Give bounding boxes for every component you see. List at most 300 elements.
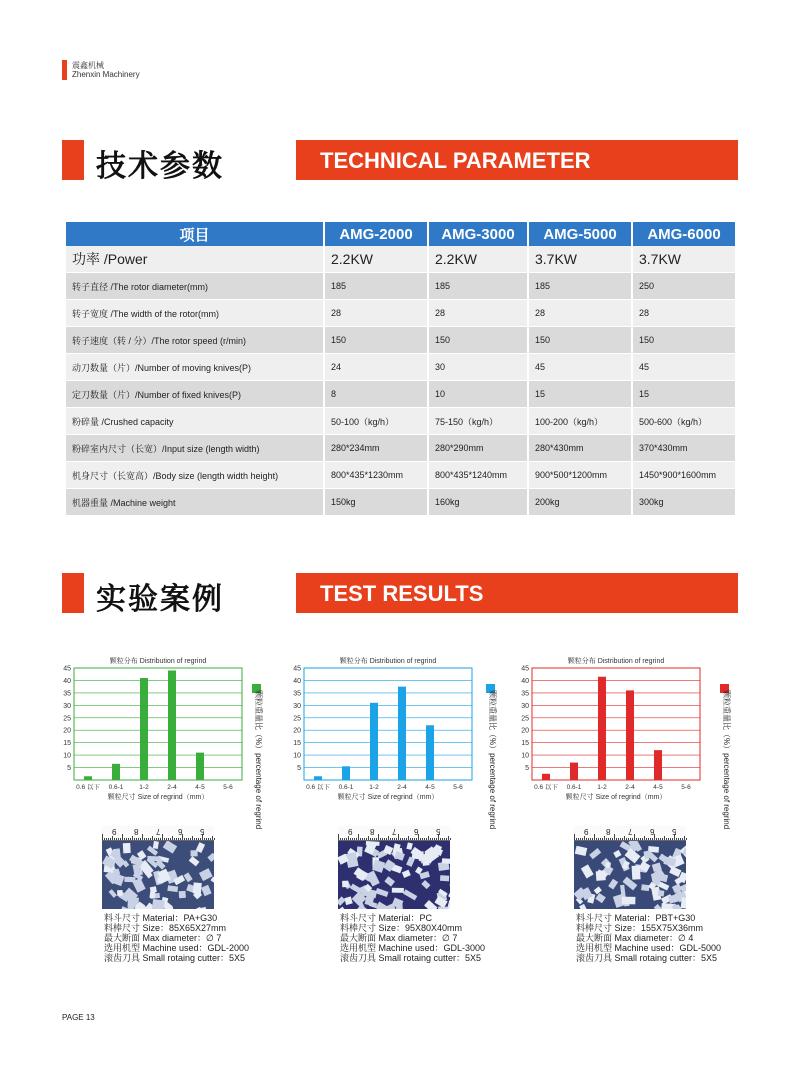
x-tick-label: 0.6-1: [566, 784, 582, 791]
pellet: [123, 843, 131, 853]
bar: [598, 677, 606, 780]
bar: [426, 725, 434, 780]
ruler-tick: [448, 836, 449, 840]
section-banner-test-results: [62, 573, 738, 617]
ruler-tick: [574, 834, 575, 840]
ruler-tick: [344, 838, 345, 840]
y-tick-label: 15: [521, 740, 529, 748]
ruler-tick: [172, 836, 173, 840]
parameter-value: 185: [428, 273, 528, 300]
ruler-tick: [192, 836, 193, 840]
ruler-tick: [434, 838, 435, 840]
parameter-value: 200kg: [528, 489, 632, 516]
ruler-tick: [388, 836, 389, 840]
x-tick-label: 0.6-1: [108, 784, 124, 791]
ruler-tick: [156, 838, 157, 840]
parameter-value: 150: [324, 327, 428, 354]
pellet: [418, 851, 424, 861]
pellet: [622, 897, 636, 905]
sample-info-3: [576, 913, 721, 963]
brand-name-cn: 震鑫机械: [72, 61, 104, 70]
sample-max-diameter: 最大断面 Max diameter：∅ 7: [340, 933, 458, 943]
regrind-pellets-image: [338, 841, 450, 909]
parameter-value: 28: [632, 300, 735, 327]
ruler-tick: [666, 838, 667, 840]
pellet: [152, 899, 165, 909]
ruler-tick: [378, 834, 379, 840]
table-row: [66, 435, 735, 462]
ruler-tick: [650, 838, 651, 840]
ruler-tick: [176, 838, 177, 840]
ruler-tick: [370, 838, 371, 840]
ruler-tick: [440, 838, 441, 840]
ruler-tick: [580, 838, 581, 840]
parameter-value: 150: [632, 327, 735, 354]
pellet: [191, 850, 198, 856]
ruler-tick: [376, 838, 377, 840]
ruler-tick: [588, 838, 589, 840]
ruler-tick: [594, 834, 595, 840]
ruler-tick: [180, 838, 181, 840]
chart-title: 颗粒分布 Distribution of regrind: [109, 658, 207, 665]
ruler-tick: [436, 838, 437, 840]
parameter-label: 转子宽度 /The width of the rotor(mm): [66, 300, 324, 327]
ruler-tick: [194, 838, 195, 840]
y-tick-label: 45: [293, 665, 301, 673]
ruler-tick: [398, 834, 399, 840]
ruler-tick: [656, 838, 657, 840]
ruler-tick: [166, 838, 167, 840]
y-tick-label: 10: [293, 752, 301, 760]
ruler: [102, 826, 214, 841]
ruler-tick: [214, 838, 215, 840]
distribution-chart-2: [286, 654, 486, 804]
y-tick-label: 5: [67, 765, 71, 773]
ruler-tick: [204, 838, 205, 840]
parameter-value: 100-200（kg/h）: [528, 408, 632, 435]
ruler-tick: [116, 838, 117, 840]
ruler-tick: [160, 838, 161, 840]
ruler-number: 9: [584, 827, 589, 836]
pellet: [342, 881, 348, 888]
pellet: [661, 903, 674, 909]
sample-cutter: 滚齿刀具 Small rotaing cutter：5X5: [340, 953, 482, 963]
ruler-tick: [138, 838, 139, 840]
x-tick-label: 4-5: [653, 784, 663, 791]
parameter-value: 28: [324, 300, 428, 327]
ruler-tick: [636, 838, 637, 840]
bar: [168, 670, 176, 780]
sample-info-2: [340, 913, 485, 963]
x-tick-label: 0.6 以下: [534, 784, 558, 791]
chart-3-ylabel: [720, 684, 734, 830]
bar: [140, 678, 148, 780]
table-row: [66, 300, 735, 327]
ruler-tick: [390, 838, 391, 840]
pellet: [157, 877, 163, 883]
parameter-value: 800*435*1240mm: [428, 462, 528, 489]
parameter-value: 10: [428, 381, 528, 408]
ruler-tick: [196, 838, 197, 840]
ruler-tick: [148, 838, 149, 840]
ruler-tick: [634, 834, 635, 840]
x-tick-label: 2-4: [625, 784, 635, 791]
table-header-row: [66, 222, 735, 246]
parameter-label: 转子速度（转 / 分）/The rotor speed (r/min): [66, 327, 324, 354]
ruler-tick: [372, 838, 373, 840]
ruler-tick: [638, 838, 639, 840]
ruler-tick: [348, 836, 349, 840]
ruler-tick: [200, 838, 201, 840]
ruler-tick: [576, 838, 577, 840]
table-row: [66, 381, 735, 408]
y-tick-label: 30: [293, 702, 301, 710]
ruler-tick: [338, 834, 339, 840]
ruler-tick: [412, 838, 413, 840]
pellet: [392, 888, 404, 893]
table-header: AMG-5000: [528, 222, 632, 246]
ruler-tick: [208, 838, 209, 840]
pellet: [396, 901, 403, 909]
y-tick-label: 15: [63, 740, 71, 748]
ruler: [574, 826, 686, 841]
ruler-tick: [346, 838, 347, 840]
parameter-label: 粉碎量 /Crushed capacity: [66, 408, 324, 435]
parameter-value: 280*290mm: [428, 435, 528, 462]
ruler-tick: [592, 838, 593, 840]
sample-machine: 选用机型 Machine used：GDL-3000: [340, 943, 486, 953]
ruler-number: 6: [414, 827, 419, 836]
y-tick-label: 20: [293, 727, 301, 735]
x-tick-label: 5-6: [681, 784, 691, 791]
table-row: [66, 246, 735, 273]
y-tick-label: 35: [63, 690, 71, 698]
ruler-tick: [392, 838, 393, 840]
ruler-tick: [604, 836, 605, 840]
parameter-value: 30: [428, 354, 528, 381]
parameter-value: 150: [528, 327, 632, 354]
ruler-tick: [150, 838, 151, 840]
ruler-tick: [444, 838, 445, 840]
sample-cutter: 滚齿刀具 Small rotaing cutter：5X5: [576, 953, 718, 963]
section-title-en: TECHNICAL PARAMETER: [320, 148, 591, 173]
chart-ylabel-text: 颗粒重量比（%）percentage of regrind: [722, 690, 731, 830]
ruler-tick: [340, 838, 341, 840]
y-tick-label: 45: [63, 665, 71, 673]
ruler-tick: [104, 838, 105, 840]
ruler-tick: [428, 836, 429, 840]
ruler-tick: [622, 838, 623, 840]
parameter-value: 3.7KW: [632, 246, 735, 273]
ruler-number: 8: [606, 827, 611, 836]
ruler-tick: [206, 838, 207, 840]
ruler-tick: [424, 838, 425, 840]
ruler-tick: [382, 838, 383, 840]
ruler-tick: [630, 838, 631, 840]
ruler-tick: [662, 838, 663, 840]
ruler-tick: [586, 838, 587, 840]
parameter-value: 75-150（kg/h）: [428, 408, 528, 435]
sample-size: 料棒尺寸 Size：155X75X36mm: [576, 923, 704, 933]
ruler-tick: [616, 838, 617, 840]
distribution-chart-1: [56, 654, 256, 804]
plot-frame: [304, 668, 472, 780]
ruler-tick: [414, 838, 415, 840]
sample-max-diameter: 最大断面 Max diameter：∅ 4: [576, 933, 694, 943]
ruler-tick: [122, 834, 123, 840]
ruler-tick: [632, 838, 633, 840]
page-number: PAGE 13: [62, 1013, 95, 1022]
parameter-label: 转子直径 /The rotor diameter(mm): [66, 273, 324, 300]
ruler-number: 6: [178, 827, 183, 836]
ruler-tick: [430, 838, 431, 840]
chart-2-ylabel: [486, 684, 500, 830]
parameter-value: 160kg: [428, 489, 528, 516]
parameter-value: 15: [528, 381, 632, 408]
sample-info-1: [104, 913, 249, 963]
ruler-number: 9: [112, 827, 117, 836]
ruler-tick: [350, 838, 351, 840]
table-row: [66, 408, 735, 435]
bar: [370, 703, 378, 780]
ruler-tick: [356, 838, 357, 840]
ruler-tick: [442, 838, 443, 840]
ruler-tick: [190, 838, 191, 840]
ruler-tick: [114, 838, 115, 840]
ruler-tick: [380, 838, 381, 840]
ruler-tick: [112, 836, 113, 840]
ruler-tick: [618, 838, 619, 840]
sample-machine: 选用机型 Machine used：GDL-2000: [104, 943, 250, 953]
sample-cutter: 滚齿刀具 Small rotaing cutter：5X5: [104, 953, 246, 963]
banner-bar: [296, 140, 738, 180]
x-tick-label: 5-6: [223, 784, 233, 791]
ruler-tick: [598, 838, 599, 840]
table-header: 项目: [66, 222, 324, 246]
sample-machine: 选用机型 Machine used：GDL-5000: [576, 943, 722, 953]
x-axis-label: 颗粒尺寸 Size of regrind（mm）: [107, 794, 209, 801]
pellet: [596, 871, 606, 881]
ruler: [338, 826, 450, 841]
y-tick-label: 10: [63, 752, 71, 760]
ruler-tick: [136, 838, 137, 840]
ruler-tick: [648, 838, 649, 840]
plot-frame: [532, 668, 700, 780]
ruler-tick: [422, 838, 423, 840]
ruler-tick: [668, 838, 669, 840]
x-tick-label: 2-4: [167, 784, 177, 791]
ruler-tick: [154, 838, 155, 840]
parameter-value: 800*435*1230mm: [324, 462, 428, 489]
ruler-tick: [578, 838, 579, 840]
chart-title: 颗粒分布 Distribution of regrind: [339, 658, 437, 665]
ruler-tick: [126, 838, 127, 840]
ruler-tick: [420, 838, 421, 840]
y-tick-label: 5: [525, 765, 529, 773]
parameter-value: 8: [324, 381, 428, 408]
x-tick-label: 1-2: [139, 784, 149, 791]
ruler-tick: [198, 838, 199, 840]
ruler-tick: [620, 838, 621, 840]
ruler-tick: [394, 838, 395, 840]
pellet: [658, 890, 665, 897]
ruler-tick: [212, 836, 213, 840]
ruler-tick: [584, 836, 585, 840]
x-axis-label: 颗粒尺寸 Size of regrind（mm）: [337, 794, 439, 801]
ruler-tick: [426, 838, 427, 840]
ruler-tick: [386, 838, 387, 840]
bar: [196, 753, 204, 780]
parameter-label: 机器重量 /Machine weight: [66, 489, 324, 516]
sample-material: 料斗尺寸 Material：PBT+G30: [576, 913, 696, 923]
parameter-value: 3.7KW: [528, 246, 632, 273]
ruler-tick: [342, 838, 343, 840]
parameter-value: 1450*900*1600mm: [632, 462, 735, 489]
table-row: [66, 327, 735, 354]
ruler-tick: [606, 838, 607, 840]
parameter-value: 50-100（kg/h）: [324, 408, 428, 435]
pellet: [440, 875, 449, 881]
ruler-number: 8: [134, 827, 139, 836]
table-row: [66, 462, 735, 489]
ruler-tick: [384, 838, 385, 840]
technical-parameter-table: [66, 222, 735, 516]
x-tick-label: 4-5: [195, 784, 205, 791]
ruler-tick: [152, 836, 153, 840]
parameter-value: 185: [324, 273, 428, 300]
x-axis-label: 颗粒尺寸 Size of regrind（mm）: [565, 794, 667, 801]
parameter-value: 900*500*1200mm: [528, 462, 632, 489]
parameter-value: 2.2KW: [324, 246, 428, 273]
ruler-number: 5: [672, 827, 677, 836]
parameter-value: 2.2KW: [428, 246, 528, 273]
sample-material: 料斗尺寸 Material：PA+G30: [104, 913, 218, 923]
pellet: [193, 882, 202, 894]
parameter-value: 28: [528, 300, 632, 327]
parameter-value: 300kg: [632, 489, 735, 516]
x-tick-label: 0.6-1: [338, 784, 354, 791]
ruler-tick: [626, 838, 627, 840]
section-title-cn: 实验案例: [96, 582, 224, 617]
ruler-tick: [678, 838, 679, 840]
pellet: [117, 890, 123, 896]
y-tick-label: 35: [521, 690, 529, 698]
y-tick-label: 25: [63, 715, 71, 723]
x-tick-label: 2-4: [397, 784, 407, 791]
bar: [112, 764, 120, 780]
sample-max-diameter: 最大断面 Max diameter：∅ 7: [104, 933, 222, 943]
ruler-tick: [602, 838, 603, 840]
ruler-tick: [358, 834, 359, 840]
ruler-tick: [128, 838, 129, 840]
ruler-tick: [582, 838, 583, 840]
y-tick-label: 30: [521, 702, 529, 710]
ruler-tick: [132, 836, 133, 840]
ruler-tick: [368, 836, 369, 840]
ruler-tick: [404, 838, 405, 840]
pellet: [632, 865, 641, 879]
pellet: [605, 862, 611, 868]
ruler-tick: [210, 838, 211, 840]
ruler-tick: [124, 838, 125, 840]
parameter-value: 45: [528, 354, 632, 381]
ruler-tick: [362, 838, 363, 840]
ruler-tick: [360, 838, 361, 840]
table-header: AMG-2000: [324, 222, 428, 246]
brand-bar: [62, 60, 67, 80]
ruler-tick: [184, 838, 185, 840]
ruler-tick: [140, 838, 141, 840]
ruler-tick: [174, 838, 175, 840]
parameter-value: 280*430mm: [528, 435, 632, 462]
ruler-tick: [164, 838, 165, 840]
ruler-tick: [450, 838, 451, 840]
y-tick-label: 35: [293, 690, 301, 698]
y-tick-label: 20: [63, 727, 71, 735]
ruler-tick: [162, 834, 163, 840]
sample-photo-3: [574, 826, 686, 910]
ruler-tick: [652, 838, 653, 840]
parameter-value: 28: [428, 300, 528, 327]
ruler-tick: [680, 838, 681, 840]
table-header: AMG-6000: [632, 222, 735, 246]
section-title-en: TEST RESULTS: [320, 581, 484, 606]
parameter-label: 机身尺寸（长宽高）/Body size (length width height): [66, 462, 324, 489]
x-tick-label: 5-6: [453, 784, 463, 791]
ruler-number: 9: [348, 827, 353, 836]
banner-accent: [62, 573, 84, 613]
ruler-tick: [646, 838, 647, 840]
ruler-tick: [612, 838, 613, 840]
ruler-tick: [354, 838, 355, 840]
table-row: [66, 273, 735, 300]
ruler-tick: [644, 836, 645, 840]
ruler-tick: [432, 838, 433, 840]
ruler-tick: [590, 838, 591, 840]
ruler-tick: [624, 836, 625, 840]
y-tick-label: 10: [521, 752, 529, 760]
regrind-pellets-image: [102, 841, 214, 909]
ruler-tick: [408, 836, 409, 840]
ruler-tick: [188, 838, 189, 840]
ruler-tick: [684, 836, 685, 840]
y-tick-label: 30: [63, 702, 71, 710]
table-header: AMG-3000: [428, 222, 528, 246]
table-row: [66, 354, 735, 381]
ruler-tick: [670, 838, 671, 840]
x-tick-label: 1-2: [369, 784, 379, 791]
y-tick-label: 25: [521, 715, 529, 723]
y-tick-label: 40: [293, 677, 301, 685]
parameter-value: 45: [632, 354, 735, 381]
ruler-tick: [118, 838, 119, 840]
ruler-tick: [610, 838, 611, 840]
ruler-tick: [146, 838, 147, 840]
section-title-cn: 技术参数: [96, 149, 224, 184]
x-tick-label: 4-5: [425, 784, 435, 791]
ruler-tick: [628, 838, 629, 840]
ruler-tick: [640, 838, 641, 840]
ruler-tick: [406, 838, 407, 840]
y-tick-label: 45: [521, 665, 529, 673]
y-tick-label: 5: [297, 765, 301, 773]
ruler-number: 5: [200, 827, 205, 836]
section-banner-technical: [62, 140, 738, 184]
parameter-label: 定刀数量（片）/Number of fixed knives(P): [66, 381, 324, 408]
ruler-number: 7: [156, 827, 161, 836]
ruler-tick: [446, 838, 447, 840]
regrind-pellets-image: [574, 841, 686, 909]
